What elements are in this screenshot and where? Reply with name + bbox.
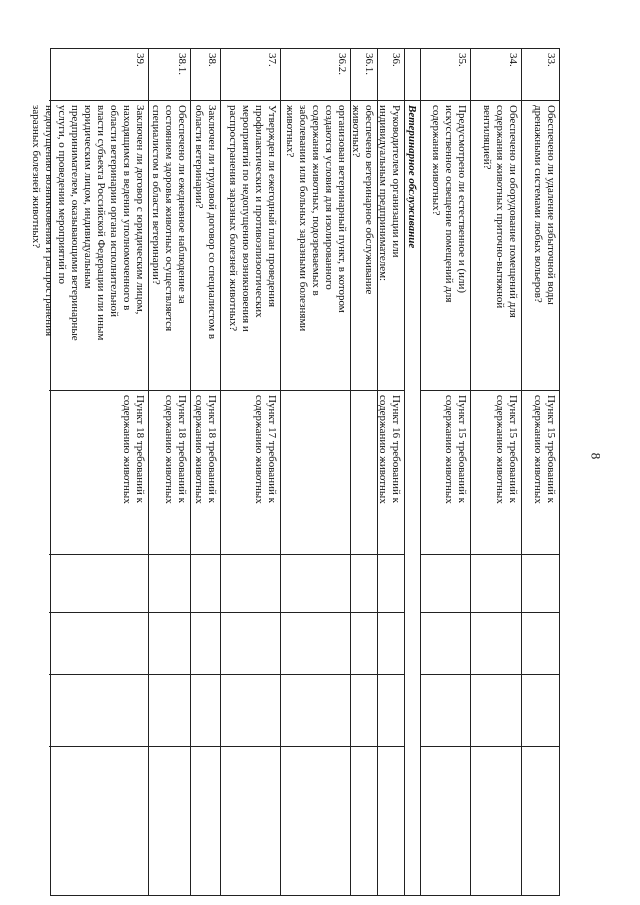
row-number bbox=[471, 49, 521, 101]
requirement-reference bbox=[522, 391, 559, 555]
note-cell bbox=[421, 747, 470, 895]
question-text-text: Утвержден ли ежегодный план проведения профилактических и противоэпизоотических мероприятий по недопущению возникновения и распространения заразных болезней животных? bbox=[227, 105, 278, 332]
answer-na-cell bbox=[351, 675, 377, 747]
question-text-text: Обеспечено ли ежедневное наблюдение за состоянием здоровья животных осуществляется специалистом в области ветеринарии? bbox=[150, 105, 188, 332]
answer-no-cell bbox=[351, 613, 377, 675]
table-row bbox=[190, 49, 220, 895]
question-text-text: организован ветеринарный пункт, в котором создаются условия для изолированного содержания животных, подозреваемых в заболевании или больных заразными болезнями животных? bbox=[284, 105, 348, 332]
requirement-reference-text: Пункт 15 требований к содержанию животных bbox=[443, 395, 468, 504]
question-text bbox=[471, 101, 521, 391]
note-cell bbox=[281, 747, 350, 895]
question-text bbox=[191, 101, 220, 391]
requirement-reference-text: Пункт 15 требований к содержанию животных bbox=[532, 395, 557, 504]
requirement-reference bbox=[149, 391, 190, 555]
note-cell bbox=[221, 747, 280, 895]
answer-na-cell bbox=[149, 675, 190, 747]
answer-yes-cell bbox=[281, 555, 350, 613]
answer-no-cell bbox=[281, 613, 350, 675]
requirement-reference-text: Пункт 17 требований к содержанию животных bbox=[253, 395, 278, 504]
row-number bbox=[378, 49, 404, 101]
row-number-text: 34. bbox=[507, 53, 519, 67]
answer-na-cell bbox=[281, 675, 350, 747]
row-number bbox=[522, 49, 559, 101]
note-cell bbox=[149, 747, 190, 895]
row-number bbox=[191, 49, 220, 101]
answer-no-cell bbox=[522, 613, 559, 675]
question-text-text: Обеспечено ли оборудование помещений для содержания животных приточно-вытяжной вентиляцией? bbox=[481, 105, 519, 318]
note-cell bbox=[378, 747, 404, 895]
requirement-reference bbox=[471, 391, 521, 555]
requirement-reference-text: Пункт 18 требований к содержанию животных bbox=[121, 395, 146, 504]
requirement-reference bbox=[191, 391, 220, 555]
question-text-text: Заключен ли договор с юридическим лицом, находящимся в ведении уполномоченного в области ветеринарии органа исполнительной власти субъекта Российской Федерации или иным юридическим лицом, индивидуальным предпринимателем, оказывающими ветеринарные услуги, о проведении мероприятий по недопущению возникновения и распространения заразных болезней животных? bbox=[30, 105, 146, 341]
answer-no-cell bbox=[421, 613, 470, 675]
table-row bbox=[420, 49, 470, 895]
answer-yes-cell bbox=[522, 555, 559, 613]
page-number: 8 bbox=[587, 452, 603, 460]
answer-na-cell bbox=[49, 675, 148, 747]
answer-yes-cell bbox=[221, 555, 280, 613]
table-row bbox=[220, 49, 280, 895]
requirement-reference bbox=[421, 391, 470, 555]
question-text bbox=[351, 101, 377, 391]
table-row bbox=[404, 49, 420, 895]
answer-yes-cell bbox=[421, 555, 470, 613]
row-number-text: 38. bbox=[206, 53, 218, 67]
checklist-table bbox=[30, 48, 560, 896]
row-number bbox=[351, 49, 377, 101]
question-text bbox=[281, 101, 350, 391]
table-row bbox=[377, 49, 404, 895]
table-row bbox=[350, 49, 377, 895]
row-number-text: 38.1. bbox=[176, 53, 188, 75]
row-number bbox=[221, 49, 280, 101]
table-row bbox=[30, 49, 148, 895]
answer-yes-cell bbox=[471, 555, 521, 613]
answer-no-cell bbox=[191, 613, 220, 675]
note-cell bbox=[191, 747, 220, 895]
answer-yes-cell bbox=[191, 555, 220, 613]
requirement-reference-text: Пункт 15 требований к содержанию животных bbox=[494, 395, 519, 504]
row-number bbox=[405, 49, 420, 101]
answer-no-cell bbox=[471, 613, 521, 675]
question-text bbox=[421, 101, 470, 391]
answer-na-cell bbox=[191, 675, 220, 747]
note-cell bbox=[471, 747, 521, 895]
row-number-text: 39. bbox=[134, 53, 146, 67]
question-text-text: Предусмотрено ли естественное и (или) искусственное освещение помещений для содержания животных? bbox=[430, 105, 468, 303]
answer-yes-cell bbox=[49, 555, 148, 613]
table-row bbox=[280, 49, 350, 895]
note-cell bbox=[351, 747, 377, 895]
answer-na-cell bbox=[378, 675, 404, 747]
answer-yes-cell bbox=[149, 555, 190, 613]
answer-yes-cell bbox=[351, 555, 377, 613]
question-text bbox=[378, 101, 404, 391]
question-text-text: обеспечено ветеринарное обслуживание животных? bbox=[350, 105, 375, 295]
requirement-reference bbox=[49, 391, 148, 555]
row-number bbox=[49, 49, 148, 101]
row-number-text: 33. bbox=[545, 53, 557, 67]
question-text bbox=[221, 101, 280, 391]
question-text-text: Заключен ли трудовой договор со специалистом в области ветеринарии? bbox=[193, 105, 218, 340]
requirement-reference bbox=[281, 391, 350, 555]
question-text bbox=[522, 101, 559, 391]
table-row bbox=[148, 49, 190, 895]
requirement-reference bbox=[351, 391, 377, 555]
row-number bbox=[421, 49, 470, 101]
row-number-text: 37. bbox=[266, 53, 278, 67]
question-text-text: Руководителем организации или индивидуальным предпринимателем: bbox=[377, 105, 402, 282]
answer-no-cell bbox=[221, 613, 280, 675]
answer-no-cell bbox=[149, 613, 190, 675]
section-heading-text: Ветеринарное обслуживание bbox=[406, 105, 418, 249]
table-row bbox=[470, 49, 521, 895]
answer-no-cell bbox=[49, 613, 148, 675]
answer-na-cell bbox=[522, 675, 559, 747]
question-text bbox=[30, 101, 148, 391]
requirement-reference bbox=[221, 391, 280, 555]
answer-na-cell bbox=[471, 675, 521, 747]
row-number bbox=[281, 49, 350, 101]
question-text-text: Обеспечено ли удаление избыточной воды дренажными системами любых вольеров? bbox=[532, 105, 557, 305]
note-cell bbox=[522, 747, 559, 895]
question-text bbox=[149, 101, 190, 391]
requirement-reference-text: Пункт 18 требований к содержанию животных bbox=[193, 395, 218, 504]
section-heading bbox=[405, 101, 420, 895]
row-number-text: 36.2. bbox=[336, 53, 348, 75]
answer-no-cell bbox=[378, 613, 404, 675]
answer-na-cell bbox=[421, 675, 470, 747]
requirement-reference-text: Пункт 16 требований к содержанию животных bbox=[377, 395, 402, 504]
answer-na-cell bbox=[221, 675, 280, 747]
requirement-reference-text: Пункт 18 требований к содержанию животных bbox=[163, 395, 188, 504]
table-row bbox=[521, 49, 559, 895]
row-number-text: 36.1. bbox=[363, 53, 375, 75]
answer-yes-cell bbox=[378, 555, 404, 613]
row-number-text: 36. bbox=[390, 53, 402, 67]
requirement-reference bbox=[378, 391, 404, 555]
row-number bbox=[149, 49, 190, 101]
row-number-text: 35. bbox=[456, 53, 468, 67]
note-cell bbox=[49, 747, 148, 895]
